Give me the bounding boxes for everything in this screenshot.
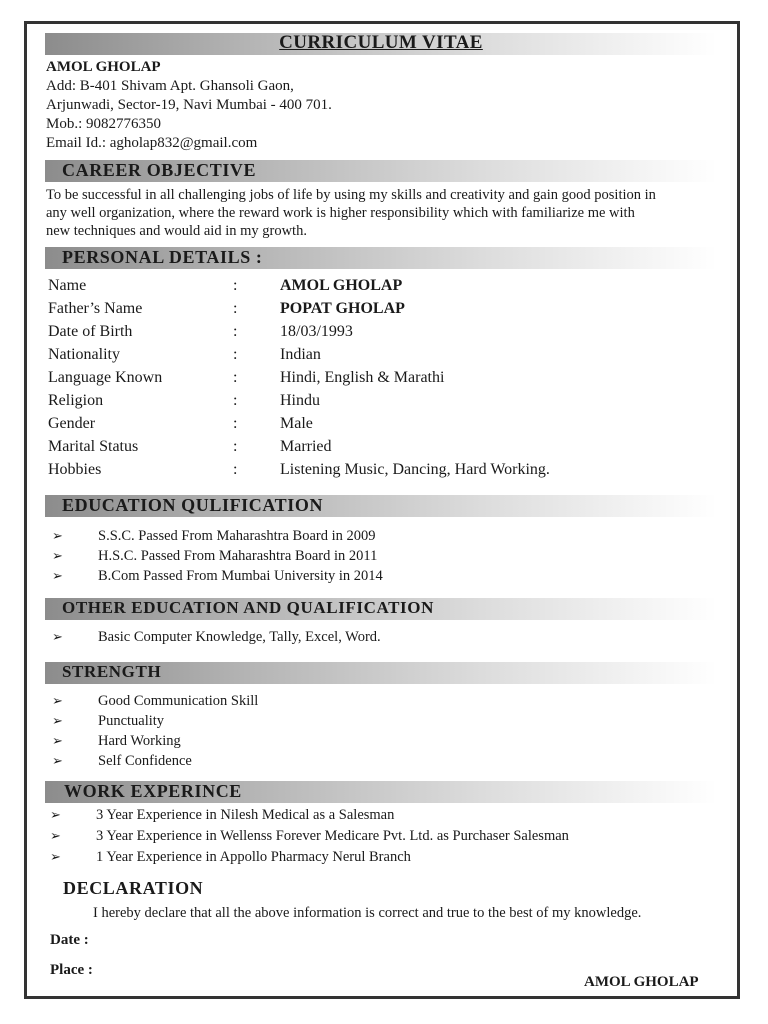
personal-detail-value: Male — [280, 415, 313, 432]
other-education-heading: OTHER EDUCATION AND QUALIFICATION — [62, 598, 434, 617]
address-line-1: Add: B-401 Shivam Apt. Ghansoli Gaon, — [46, 78, 294, 94]
mobile-number: Mob.: 9082776350 — [46, 116, 162, 132]
personal-detail-value: AMOL GHOLAP — [280, 277, 403, 294]
personal-detail-value: Hindi, English & Marathi — [280, 369, 445, 386]
personal-detail-separator: : — [233, 392, 238, 409]
personal-detail-value: Listening Music, Dancing, Hard Working. — [280, 461, 550, 478]
personal-detail-separator: : — [233, 369, 238, 386]
signature-name: AMOL GHOLAP — [584, 974, 699, 990]
strength-item: Self Confidence — [98, 753, 192, 769]
personal-detail-label: Father’s Name — [48, 300, 143, 317]
personal-details-heading: PERSONAL DETAILS : — [62, 247, 263, 267]
address-line-2: Arjunwadi, Sector-19, Navi Mumbai - 400 701. — [46, 97, 332, 113]
work-experience-heading: WORK EXPERINCE — [64, 781, 242, 801]
personal-detail-label: Gender — [48, 415, 96, 432]
personal-detail-separator: : — [233, 300, 238, 317]
bullet-arrow-icon: ➢ — [52, 549, 63, 564]
other-education-item: Basic Computer Knowledge, Tally, Excel, Word. — [98, 629, 381, 645]
education-heading: EDUCATION QULIFICATION — [62, 495, 324, 515]
personal-detail-separator: : — [233, 346, 238, 363]
career-objective-line-3: new techniques and would aid in my growth. — [46, 223, 307, 239]
bullet-arrow-icon: ➢ — [52, 714, 63, 729]
title-band — [45, 33, 717, 55]
personal-detail-value: Hindu — [280, 392, 320, 409]
bullet-arrow-icon: ➢ — [52, 630, 63, 645]
declaration-heading: DECLARATION — [63, 878, 204, 898]
work-experience-item: 3 Year Experience in Wellenss Forever Medicare Pvt. Ltd. as Purchaser Salesman — [96, 828, 569, 844]
document-title: CURRICULUM VITAE — [279, 32, 483, 53]
career-objective-heading: CAREER OBJECTIVE — [62, 160, 257, 180]
personal-detail-label: Hobbies — [48, 461, 102, 478]
personal-detail-label: Marital Status — [48, 438, 139, 455]
place-label: Place : — [50, 962, 93, 978]
education-item: S.S.C. Passed From Maharashtra Board in 2009 — [98, 528, 376, 544]
personal-detail-label: Language Known — [48, 369, 163, 386]
personal-detail-value: 18/03/1993 — [280, 323, 353, 340]
personal-detail-separator: : — [233, 277, 238, 294]
bullet-arrow-icon: ➢ — [52, 754, 63, 769]
strength-item: Good Communication Skill — [98, 693, 259, 709]
personal-detail-separator: : — [233, 415, 238, 432]
bullet-arrow-icon: ➢ — [52, 734, 63, 749]
education-item: B.Com Passed From Mumbai University in 2014 — [98, 568, 383, 584]
personal-detail-value: Indian — [280, 346, 321, 363]
declaration-text: I hereby declare that all the above information is correct and true to the best of my knowledge. — [93, 905, 642, 921]
personal-detail-separator: : — [233, 461, 238, 478]
work-experience-item: 3 Year Experience in Nilesh Medical as a Salesman — [96, 807, 395, 823]
personal-detail-label: Date of Birth — [48, 323, 133, 340]
education-item: H.S.C. Passed From Maharashtra Board in 2011 — [98, 548, 378, 564]
bullet-arrow-icon: ➢ — [52, 529, 63, 544]
applicant-name: AMOL GHOLAP — [46, 59, 161, 75]
personal-detail-separator: : — [233, 438, 238, 455]
career-objective-line-2: any well organization, where the reward work is higher responsibility which with familiarize me with — [46, 205, 635, 221]
personal-detail-label: Nationality — [48, 346, 120, 363]
career-objective-line-1: To be successful in all challenging jobs of life by using my skills and creativity and gain good position in — [46, 187, 656, 203]
date-label: Date : — [50, 932, 89, 948]
email-address: Email Id.: agholap832@gmail.com — [46, 135, 258, 151]
bullet-arrow-icon: ➢ — [50, 829, 61, 844]
bullet-arrow-icon: ➢ — [52, 569, 63, 584]
strength-item: Hard Working — [98, 733, 181, 749]
personal-detail-label: Religion — [48, 392, 104, 409]
strength-item: Punctuality — [98, 713, 165, 729]
personal-detail-value: POPAT GHOLAP — [280, 300, 405, 317]
work-experience-item: 1 Year Experience in Appollo Pharmacy Nerul Branch — [96, 849, 411, 865]
bullet-arrow-icon: ➢ — [50, 850, 61, 865]
bullet-arrow-icon: ➢ — [50, 808, 61, 823]
personal-detail-separator: : — [233, 323, 238, 340]
personal-detail-label: Name — [48, 277, 87, 294]
strength-heading: STRENGTH — [62, 662, 162, 681]
bullet-arrow-icon: ➢ — [52, 694, 63, 709]
personal-detail-value: Married — [280, 438, 332, 455]
